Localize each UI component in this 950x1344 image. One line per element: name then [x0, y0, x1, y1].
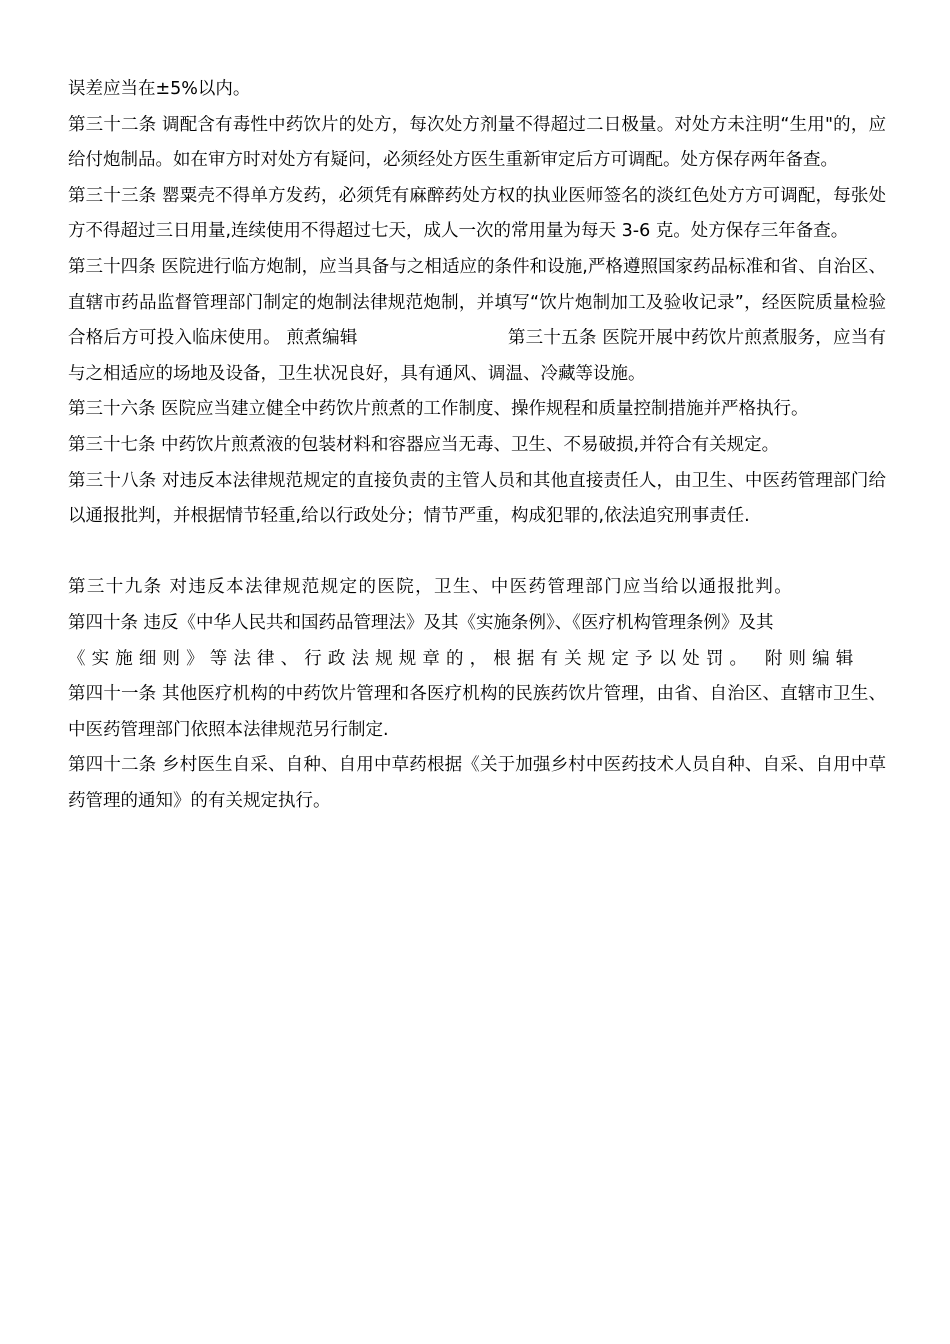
- article-36: 第三十六条 医院应当建立健全中药饮片煎煮的工作制度、操作规程和质量控制措施并严格执行。: [68, 399, 809, 420]
- article-32: 第三十二条 调配含有毒性中药饮片的处方，每次处方剂量不得超过二日极量。对处方未注明“生用"的，应给付炮制品。如在审方时对处方有疑问，必须经处方医生重新审定后方可调配。处方保存两年备查。: [68, 114, 886, 171]
- article-38: 第三十八条 对违反本法律规范规定的直接负责的主管人员和其他直接责任人，由卫生、中医药管理部门给以通报批判，并根据情节轻重,给以行政处分；情节严重，构成犯罪的,依法追究刑事责任.: [68, 470, 886, 527]
- article-34-text: 第三十四条 医院进行临方炮制，应当具备与之相适应的条件和设施,严格遵照国家药品标准和省、自治区、直辖市药品监督管理部门制定的炮制法律规范炮制，并填写“饮片炮制加工及验收记录”，经医院质量检验合格后方可投入临床使用。 煎煮编辑: [68, 256, 886, 349]
- blank-line: [68, 535, 886, 571]
- section-heading-appendix: 附则编辑: [764, 648, 860, 669]
- article-37: 第三十七条 中药饮片煎煮液的包装材料和容器应当无毒、卫生、不易破损,并符合有关规定。: [68, 434, 780, 455]
- article-40-continued: [68, 642, 886, 678]
- document-body: [68, 72, 886, 819]
- paragraph-error-tolerance: 误差应当在±5%以内。: [68, 79, 251, 99]
- article-40: 第四十条 违反《中华人民共和国药品管理法》及其《实施条例》、《医疗机构管理条例》及其: [68, 612, 774, 633]
- article-41: 第四十一条 其他医疗机构的中药饮片管理和各医疗机构的民族药饮片管理，由省、自治区、直辖市卫生、中医药管理部门依照本法律规范另行制定.: [68, 684, 886, 740]
- article-42: 第四十二条 乡村医生自采、自种、自用中草药根据《关于加强乡村中医药技术人员自种、自采、自用中草药管理的通知》的有关规定执行。: [68, 755, 886, 811]
- article-39: 第三十九条 对违反本法律规范规定的医院，卫生、中医药管理部门应当给以通报批判。: [68, 577, 794, 598]
- article-33: 第三十三条 罂粟壳不得单方发药，必须凭有麻醉药处方权的执业医师签名的淡红色处方方可调配，每张处方不得超过三日用量,连续使用不得超过七天，成人一次的常用量为每天 3-6 克。处方保存三年备查。: [68, 185, 886, 242]
- article-34: [68, 250, 886, 392]
- article-35-text: 第三十五条 医院开展中药饮片煎煮服务，应当有与之相适应的场地及设备，卫生状况良好，具有通风、调温、冷藏等设施。: [68, 328, 887, 384]
- article-40-continued-text: 《实施细则》等法律、行政法规规章的，根据有关规定予以处罚。: [68, 648, 754, 669]
